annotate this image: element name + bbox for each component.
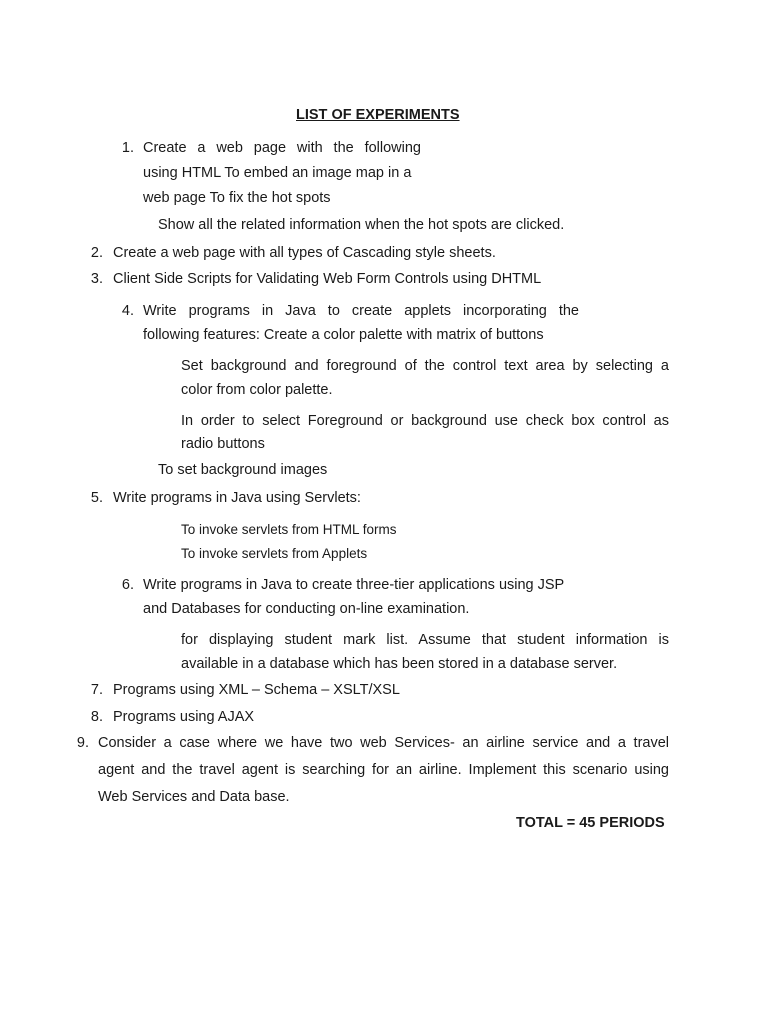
sub-item: color from color palette. — [181, 382, 333, 398]
item-number: 6. — [121, 577, 134, 593]
item-number: 5. — [90, 490, 103, 506]
page-title: LIST OF EXPERIMENTS — [296, 107, 460, 123]
item-number: 1. — [121, 140, 134, 156]
item-text-line: Create a web page with all types of Cascading style sheets. — [113, 245, 496, 261]
item-text-line: Write programs in Java to create applets incorporating the — [143, 303, 579, 319]
item-number: 3. — [90, 271, 103, 287]
item-text-line: agent and the travel agent is searching for an airline. Implement this scenario using — [98, 762, 669, 778]
item-text-line: web page To fix the hot spots — [143, 190, 331, 206]
sub-item: To set background images — [158, 462, 328, 478]
total-periods: TOTAL = 45 PERIODS — [516, 815, 665, 831]
item-text-line: following features: Create a color palette with matrix of buttons — [143, 327, 544, 343]
sub-item: for displaying student mark list. Assume that student information is — [181, 632, 669, 648]
item-text-line: Programs using XML – Schema – XSLT/XSL — [113, 682, 400, 698]
sub-item: To invoke servlets from HTML forms — [181, 522, 397, 537]
sub-item: available in a database which has been stored in a database server. — [181, 656, 618, 672]
item-text-line: Client Side Scripts for Validating Web Form Controls using DHTML — [113, 271, 542, 287]
sub-item: Set background and foreground of the control text area by selecting a — [181, 358, 669, 374]
item-number: 9. — [76, 735, 89, 751]
sub-item: In order to select Foreground or background use check box control as — [181, 413, 669, 429]
sub-item: radio buttons — [181, 436, 265, 452]
item-text-line: Consider a case where we have two web Services- an airline service and a travel — [98, 735, 669, 751]
item-text-line: Web Services and Data base. — [98, 789, 290, 805]
item-number: 7. — [90, 682, 103, 698]
item-number: 8. — [90, 709, 103, 725]
item-number: 4. — [121, 303, 134, 319]
item-text-line: and Databases for conducting on-line examination. — [143, 601, 470, 617]
item-text-line: using HTML To embed an image map in a — [143, 165, 412, 181]
item-text-line: Programs using AJAX — [113, 709, 255, 725]
item-text-line: Write programs in Java using Servlets: — [113, 490, 361, 506]
item-text-line: Write programs in Java to create three-tier applications using JSP — [143, 577, 565, 593]
item-text-line: Create a web page with the following — [143, 140, 421, 156]
sub-item: Show all the related information when the hot spots are clicked. — [158, 217, 565, 233]
sub-item: To invoke servlets from Applets — [181, 546, 368, 561]
item-number: 2. — [90, 245, 103, 261]
